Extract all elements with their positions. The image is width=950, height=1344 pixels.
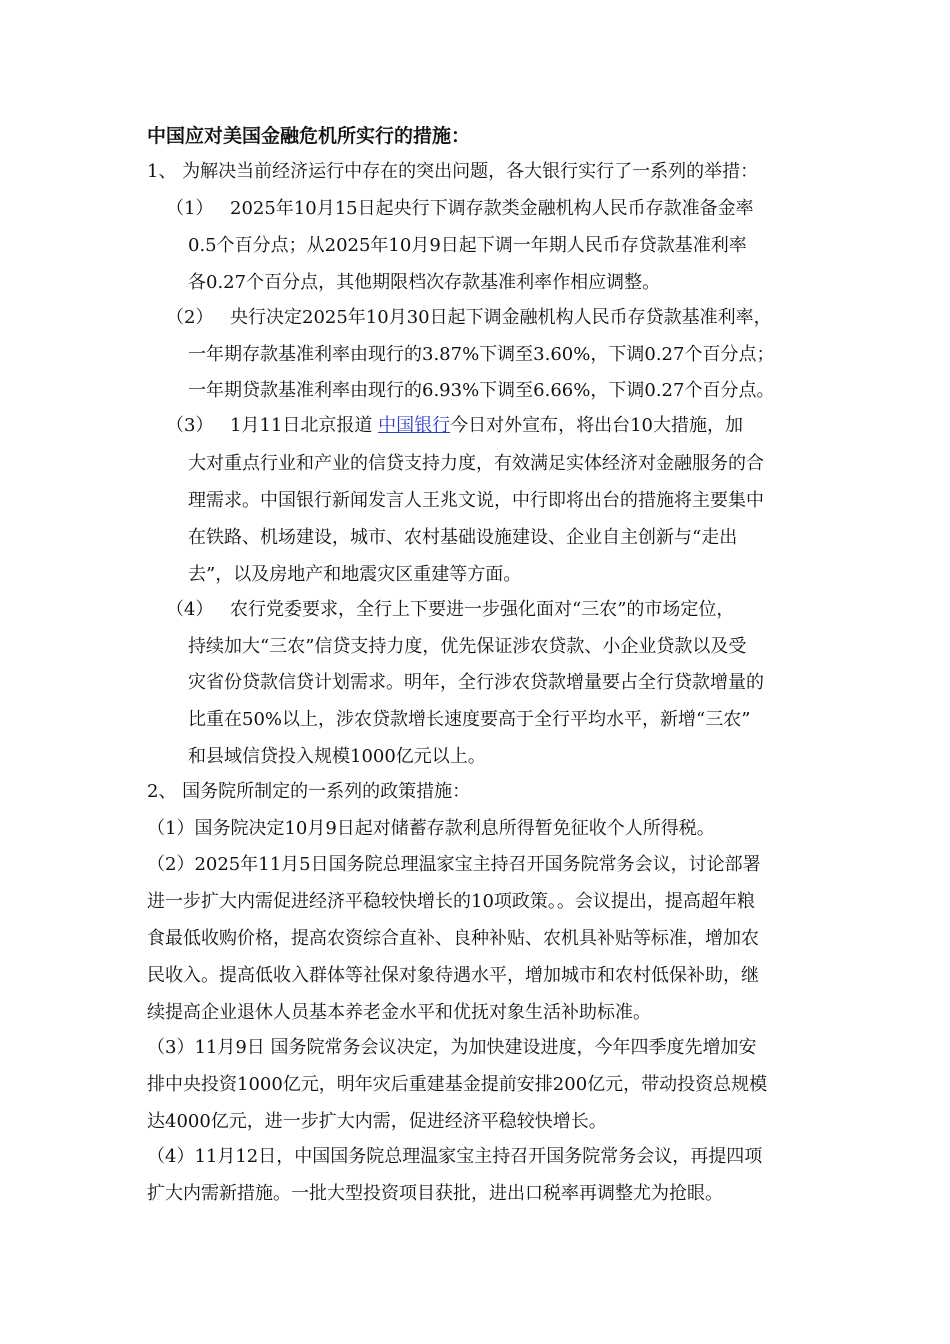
section1-item1-line1 [166, 191, 754, 227]
item-text: 今日对外宣布，将出台10大措施，加 [450, 415, 743, 436]
section2-heading: 2、 国务院所制定的一系列的政策措施： [147, 781, 471, 802]
section1-item4-line5: 和县域信贷投入规模1000亿元以上。 [188, 746, 486, 767]
item-text: 1月11日北京报道 [230, 415, 379, 436]
section2-item3-line1: （3）11月9日 国务院常务会议决定，为加快建设进度，今年四季度先增加安 [147, 1037, 757, 1058]
section1-item4-line1 [166, 592, 734, 628]
section2-item4-line1: （4）11月12日，中国国务院总理温家宝主持召开国务院常务会议，再提四项 [147, 1146, 763, 1167]
section2-item2-line1: （2）2025年11月5日国务院总理温家宝主持召开国务院常务会议，讨论部署 [147, 854, 761, 875]
section1-item2-line3: 一年期贷款基准利率由现行的6.93%下调至6.66%，下调0.27个百分点。 [188, 380, 775, 401]
section1-item1-line3: 各0.27个百分点，其他期限档次存款基准利率作相应调整。 [188, 272, 661, 293]
section1-item3-line5: 去”，以及房地产和地震灾区重建等方面。 [188, 564, 522, 585]
section1-item2-line2: 一年期存款基准利率由现行的3.87%下调至3.60%，下调0.27个百分点； [188, 344, 775, 365]
section2-item1-line1: （1）国务院决定10月9日起对储蓄存款利息所得暂免征收个人所得税。 [147, 818, 715, 839]
section2-item2-line4: 民收入。提高低收入群体等社保对象待遇水平，增加城市和农村低保补助，继 [147, 965, 759, 986]
item-number: （2） [166, 307, 214, 328]
section2-item4-line2: 扩大内需新措施。一批大型投资项目获批，进出口税率再调整尤为抢眼。 [147, 1183, 723, 1204]
item-text: 2025年10月15日起央行下调存款类金融机构人民币存款准备金率 [230, 198, 754, 219]
item-number: （1） [166, 198, 214, 219]
section2-item3-line3: 达4000亿元，进一步扩大内需，促进经济平稳较快增长。 [147, 1111, 607, 1132]
item-text: 农行党委要求，全行上下要进一步强化面对“三农”的市场定位， [230, 599, 735, 620]
section2-item2-line3: 食最低收购价格，提高农资综合直补、良种补贴、农机具补贴等标准，增加农 [147, 928, 759, 949]
bank-of-china-link[interactable]: 中国银行 [378, 415, 451, 436]
section1-item4-line3: 灾省份贷款信贷计划需求。明年，全行涉农贷款增量要占全行贷款增量的 [188, 672, 764, 693]
section1-item4-line2: 持续加大“三农”信贷支持力度，优先保证涉农贷款、小企业贷款以及受 [188, 636, 747, 657]
item-number: （4） [166, 599, 214, 620]
item-text: 央行决定2025年10月30日起下调金融机构人民币存贷款基准利率， [230, 307, 772, 328]
section2-item3-line2: 排中央投资1000亿元，明年灾后重建基金提前安排200亿元，带动投资总规模 [147, 1074, 768, 1095]
section2-item2-line2: 进一步扩大内需促进经济平稳较快增长的10项政策。。会议提出，提高超年粮 [147, 891, 755, 912]
section1-item2-line1 [166, 300, 772, 336]
section1-heading: 1、 为解决当前经济运行中存在的突出问题，各大银行实行了一系列的举措： [147, 161, 759, 182]
section1-item3-line1 [166, 408, 743, 444]
section2-item2-line5: 续提高企业退休人员基本养老金水平和优抚对象生活补助标准。 [147, 1002, 651, 1023]
section1-item1-line2: 0.5个百分点；从2025年10月9日起下调一年期人民币存贷款基准利率 [188, 235, 747, 256]
section1-item3-line2: 大对重点行业和产业的信贷支持力度，有效满足实体经济对金融服务的合 [188, 453, 764, 474]
section1-item3-line4: 在铁路、机场建设，城市、农村基础设施建设、企业自主创新与“走出 [188, 527, 738, 548]
section1-item4-line4: 比重在50%以上，涉农贷款增长速度要高于全行平均水平，新增“三农” [188, 709, 751, 730]
item-number: （3） [166, 415, 214, 436]
document-title: 中国应对美国金融危机所实行的措施： [147, 125, 471, 147]
section1-item3-line3: 理需求。中国银行新闻发言人王兆文说，中行即将出台的措施将主要集中 [188, 490, 764, 511]
